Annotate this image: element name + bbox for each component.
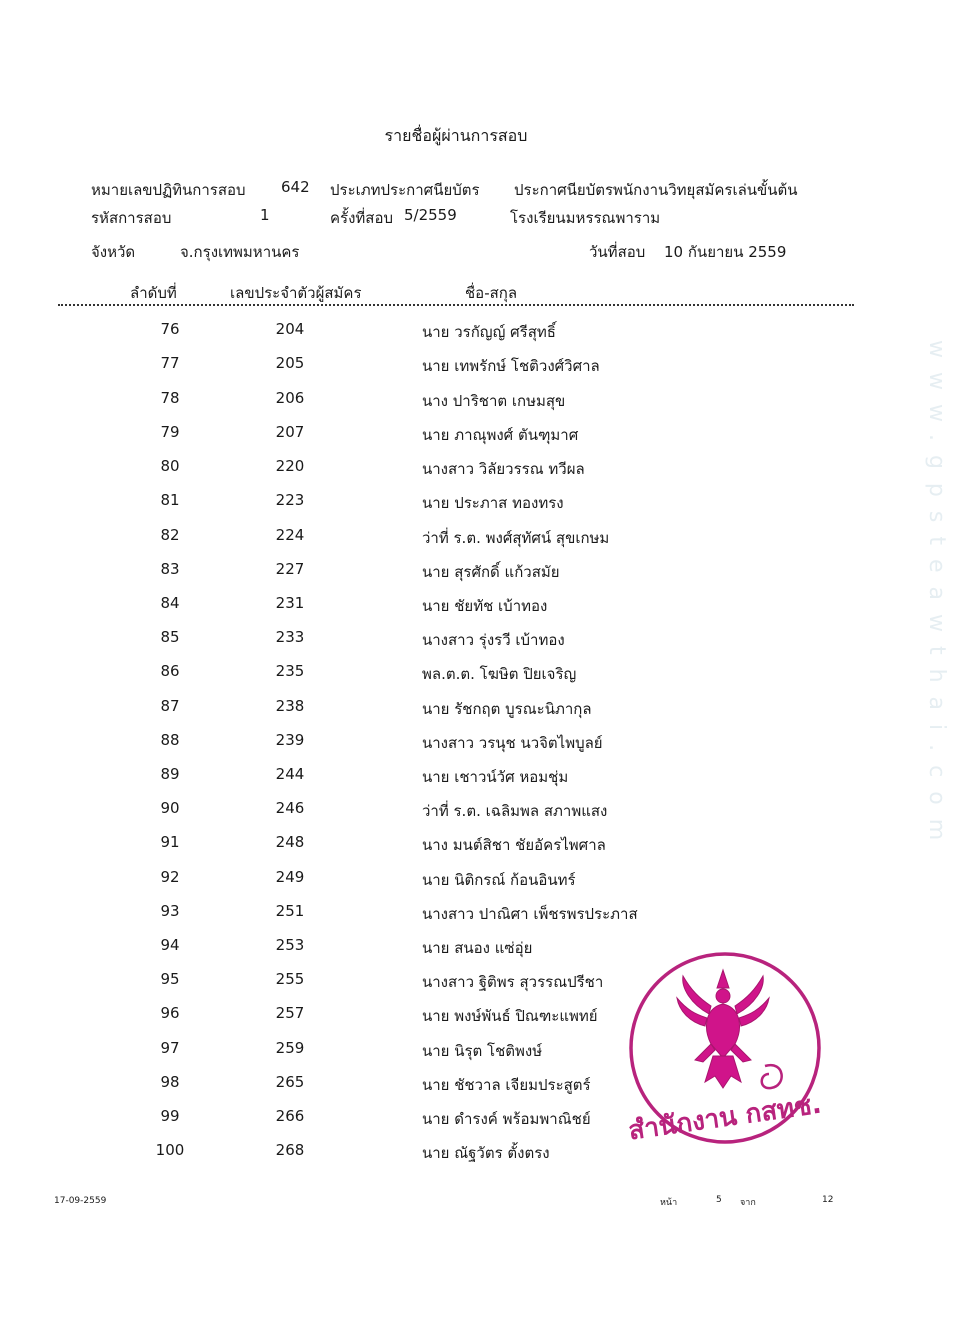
applicant-name: นาง มนต์สิชา ชัยอัครไพศาล <box>422 836 606 854</box>
applicant-id: 253 <box>275 936 305 954</box>
row-number: 76 <box>160 320 180 338</box>
applicant-name: นางสาว วิลัยวรรณ ทวีผล <box>422 460 585 478</box>
table-row <box>0 833 960 863</box>
applicant-id: 249 <box>275 868 305 886</box>
applicant-name: นาย พงษ์พันธ์ ปิณฑะแพทย์ <box>422 1007 598 1025</box>
applicant-name: นาย นิติกรณ์ ก้อนอินทร์ <box>422 871 576 889</box>
official-stamp <box>625 948 825 1148</box>
row-number: 80 <box>160 457 180 475</box>
applicant-name: ว่าที่ ร.ต. เฉลิมพล สภาพแสง <box>422 802 608 820</box>
applicant-name: ว่าที่ ร.ต. พงศ์สุทัศน์ สุขเกษม <box>422 529 610 547</box>
exam-code: 1 <box>260 206 270 224</box>
page-label: หน้า <box>660 1198 678 1208</box>
applicant-name: นาย ดำรงค์ พร้อมพาณิชย์ <box>422 1110 591 1128</box>
row-number: 85 <box>160 628 180 646</box>
table-row <box>0 799 960 829</box>
applicant-name: นาย เทพรักษ์ โชติวงศ์วิศาล <box>422 357 600 375</box>
applicant-id: 205 <box>275 354 305 372</box>
applicant-id: 204 <box>275 320 305 338</box>
row-number: 89 <box>160 765 180 783</box>
table-row <box>0 560 960 590</box>
print-date: 17-09-2559 <box>54 1196 107 1206</box>
row-number: 88 <box>160 731 180 749</box>
applicant-name: นางสาว ปาณิศา เพ็ชรพรประภาส <box>422 905 638 923</box>
header-divider <box>58 304 854 306</box>
applicant-name: นาย วรกัญญ์ ศรีสุทธิ์ <box>422 323 556 341</box>
applicant-name: นาย ชัยทัช เบ้าทอง <box>422 597 548 615</box>
applicant-id: 268 <box>275 1141 305 1159</box>
row-number: 86 <box>160 662 180 680</box>
row-number: 78 <box>160 389 180 407</box>
applicant-id: 238 <box>275 697 305 715</box>
table-row <box>0 697 960 727</box>
exam-code-label: รหัสการสอบ <box>91 209 172 227</box>
row-number: 81 <box>160 491 180 509</box>
applicant-name: นาย เชาวน์วัศ หอมชุ่ม <box>422 768 569 786</box>
row-number: 84 <box>160 594 180 612</box>
province-label: จังหวัด <box>91 243 136 261</box>
applicant-id: 220 <box>275 457 305 475</box>
schedule-number: 642 <box>281 178 310 196</box>
applicant-id: 224 <box>275 526 305 544</box>
column-header-no: ลำดับที่ <box>130 284 177 302</box>
applicant-id: 251 <box>275 902 305 920</box>
applicant-name: นาย รัชกฤต บูรณะนิภากุล <box>422 700 592 718</box>
applicant-name: นาย สุรศักดิ์ แก้วสมัย <box>422 563 560 581</box>
applicant-name: นางสาว ฐิติพร สุวรรณปรีชา <box>422 973 604 991</box>
table-row <box>0 457 960 487</box>
table-row <box>0 491 960 521</box>
applicant-id: 259 <box>275 1039 305 1057</box>
applicant-name: นาย ชัชวาล เจียมประสูตร์ <box>422 1076 591 1094</box>
applicant-id: 239 <box>275 731 305 749</box>
venue: โรงเรียนมหรรณพาราม <box>510 209 661 227</box>
applicant-id: 244 <box>275 765 305 783</box>
row-number: 99 <box>160 1107 180 1125</box>
applicant-id: 233 <box>275 628 305 646</box>
page-total: 12 <box>822 1195 834 1205</box>
row-number: 79 <box>160 423 180 441</box>
applicant-id: 227 <box>275 560 305 578</box>
row-number: 100 <box>155 1141 185 1159</box>
exam-date-label: วันที่สอบ <box>589 243 646 261</box>
column-header-name: ชื่อ-สกุล <box>465 284 518 302</box>
applicant-id: 248 <box>275 833 305 851</box>
applicant-name: นาย ณัฐวัตร ตั้งตรง <box>422 1144 550 1162</box>
watermark <box>918 340 949 866</box>
applicant-id: 257 <box>275 1004 305 1022</box>
applicant-name: นาย นิรุต โชติพงษ์ <box>422 1042 543 1060</box>
applicant-id: 255 <box>275 970 305 988</box>
page-number: 5 <box>716 1195 722 1205</box>
applicant-id: 266 <box>275 1107 305 1125</box>
row-number: 98 <box>160 1073 180 1091</box>
schedule-label: หมายเลขปฏิทินการสอบ <box>91 181 246 199</box>
round-label: ครั้งที่สอบ <box>330 209 393 227</box>
cert-type-label: ประเภทประกาศนียบัตร <box>330 181 480 199</box>
garuda-emblem-icon <box>677 970 769 1088</box>
row-number: 83 <box>160 560 180 578</box>
exam-date: 10 กันยายน 2559 <box>664 243 787 261</box>
watermark-text: www.gpsteawthai.com <box>924 340 949 855</box>
cert-type: ประกาศนียบัตรพนักงานวิทยุสมัครเล่นขั้นต้น <box>514 181 798 199</box>
row-number: 96 <box>160 1004 180 1022</box>
row-number: 94 <box>160 936 180 954</box>
applicant-name: นาง ปาริชาต เกษมสุข <box>422 392 566 410</box>
province: จ.กรุงเทพมหานคร <box>180 243 300 261</box>
applicant-name: นางสาว รุ่งรวี เบ้าทอง <box>422 631 565 649</box>
applicant-id: 246 <box>275 799 305 817</box>
page-title: รายชื่อผู้ผ่านการสอบ <box>384 126 528 145</box>
applicant-id: 231 <box>275 594 305 612</box>
row-number: 77 <box>160 354 180 372</box>
row-number: 82 <box>160 526 180 544</box>
applicant-id: 207 <box>275 423 305 441</box>
applicant-name: นาย ภาณุพงศ์ ตันฑุมาศ <box>422 426 579 444</box>
row-number: 91 <box>160 833 180 851</box>
applicant-name: พล.ต.ต. โฆษิต ปิยเจริญ <box>422 665 577 683</box>
applicant-name: นาย ประภาส ทองทรง <box>422 494 564 512</box>
table-row <box>0 662 960 692</box>
table-row <box>0 902 960 932</box>
of-label: จาก <box>740 1198 756 1208</box>
column-header-id: เลขประจำตัวผู้สมัคร <box>230 284 362 302</box>
table-row <box>0 868 960 898</box>
table-row <box>0 526 960 556</box>
table-row <box>0 354 960 384</box>
table-row <box>0 320 960 350</box>
applicant-name: นาย สนอง แซ่อุ่ย <box>422 939 533 957</box>
row-number: 95 <box>160 970 180 988</box>
table-row <box>0 594 960 624</box>
applicant-id: 235 <box>275 662 305 680</box>
row-number: 90 <box>160 799 180 817</box>
applicant-id: 223 <box>275 491 305 509</box>
table-row <box>0 628 960 658</box>
applicant-name: นางสาว วรนุช นวจิตไพบูลย์ <box>422 734 603 752</box>
applicant-id: 265 <box>275 1073 305 1091</box>
applicant-id: 206 <box>275 389 305 407</box>
table-row <box>0 389 960 419</box>
row-number: 93 <box>160 902 180 920</box>
row-number: 97 <box>160 1039 180 1057</box>
stamp-text: สำนักงาน กสทช. <box>626 1089 824 1147</box>
row-number: 87 <box>160 697 180 715</box>
table-row <box>0 765 960 795</box>
round: 5/2559 <box>404 206 457 224</box>
table-row <box>0 423 960 453</box>
table-row <box>0 731 960 761</box>
row-number: 92 <box>160 868 180 886</box>
